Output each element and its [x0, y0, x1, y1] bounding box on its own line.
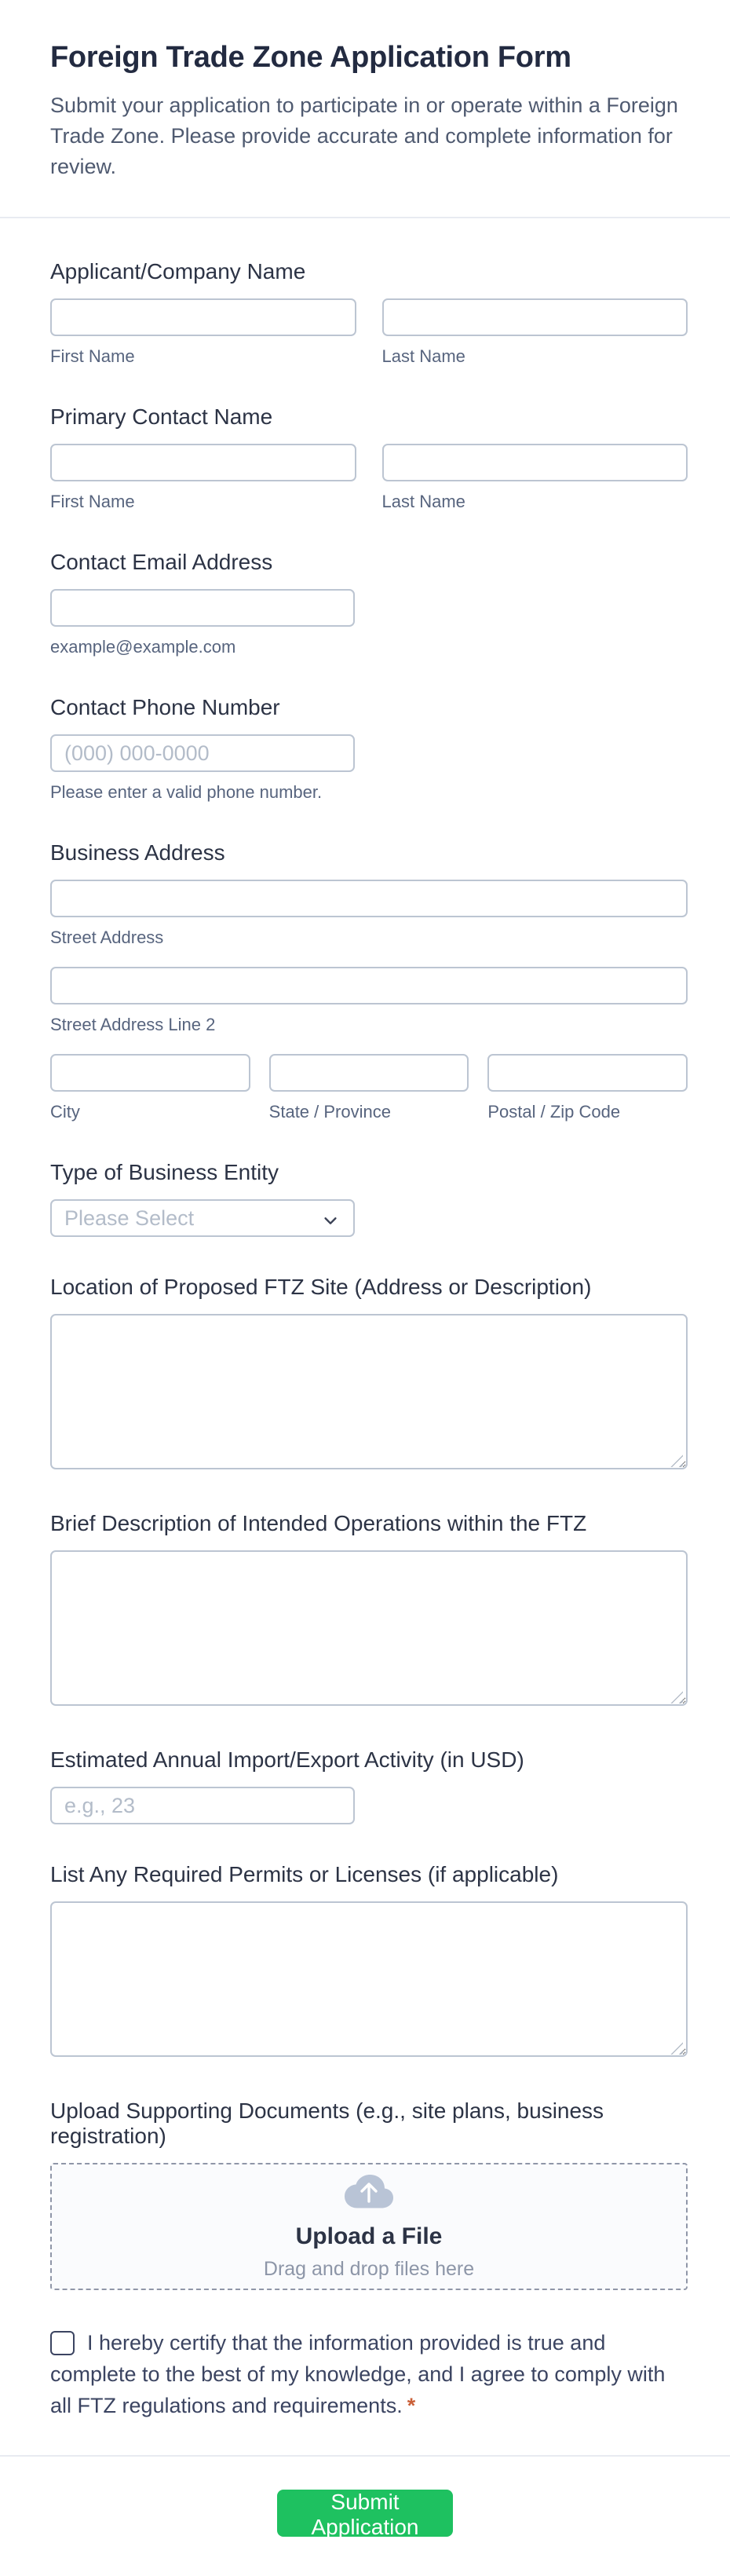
- field-contact-name: [50, 404, 688, 512]
- contact-first-name-sublabel: First Name: [50, 492, 135, 512]
- field-annual-activity: [50, 1747, 688, 1824]
- phone-label: Contact Phone Number: [50, 695, 280, 720]
- upload-label: Upload Supporting Documents (e.g., site plans, business registration): [50, 2098, 604, 2149]
- entity-type-select[interactable]: [50, 1199, 355, 1237]
- ftz-location-label: Location of Proposed FTZ Site (Address or Description): [50, 1275, 592, 1300]
- field-certify: [50, 2328, 688, 2422]
- file-upload-dropzone[interactable]: [50, 2163, 688, 2290]
- email-sublabel: example@example.com: [50, 637, 236, 657]
- field-phone: [50, 695, 688, 803]
- business-address-label: Business Address: [50, 840, 225, 865]
- city-input[interactable]: [50, 1054, 250, 1092]
- phone-input[interactable]: [50, 734, 355, 772]
- applicant-first-name-input[interactable]: [50, 298, 356, 336]
- applicant-first-name-sublabel: First Name: [50, 346, 135, 367]
- street-address2-sublabel: Street Address Line 2: [50, 1015, 216, 1035]
- field-upload: [50, 2098, 688, 2290]
- ftz-location-textarea[interactable]: [50, 1314, 688, 1469]
- operations-label: Brief Description of Intended Operations within the FTZ: [50, 1511, 587, 1536]
- field-entity-type: [50, 1160, 688, 1237]
- page-title: Foreign Trade Zone Application Form: [50, 41, 571, 74]
- upload-hint-text: Drag and drop files here: [263, 2257, 475, 2280]
- page-subtitle: Submit your application to participate in or operate within a Foreign Trade Zone. Please provide accurate and complete information for review.: [50, 93, 678, 179]
- contact-last-name-sublabel: Last Name: [381, 492, 465, 512]
- email-input[interactable]: [50, 589, 355, 627]
- operations-textarea[interactable]: [50, 1550, 688, 1706]
- applicant-name-label: Applicant/Company Name: [50, 259, 306, 284]
- form-header: [0, 0, 730, 218]
- applicant-last-name-sublabel: Last Name: [381, 346, 465, 367]
- certify-checkbox[interactable]: [50, 2331, 75, 2355]
- permits-label: List Any Required Permits or Licenses (if applicable): [50, 1862, 559, 1887]
- city-sublabel: City: [50, 1102, 80, 1122]
- field-email: [50, 550, 688, 657]
- email-label: Contact Email Address: [50, 550, 273, 575]
- entity-type-selected-value: Please Select: [64, 1206, 195, 1230]
- chevron-down-icon: [322, 1212, 339, 1229]
- street-address-sublabel: Street Address: [50, 928, 164, 948]
- annual-activity-input[interactable]: [50, 1787, 355, 1824]
- field-operations: [50, 1511, 688, 1710]
- field-ftz-location: [50, 1275, 688, 1473]
- submit-application-button[interactable]: Submit Application: [277, 2490, 453, 2537]
- submit-section: [0, 2455, 730, 2576]
- state-input[interactable]: [269, 1054, 469, 1092]
- annual-activity-label: Estimated Annual Import/Export Activity (in USD): [50, 1747, 524, 1773]
- street-address2-input[interactable]: [50, 967, 688, 1004]
- field-business-address: [50, 840, 688, 1122]
- street-address-input[interactable]: [50, 880, 688, 917]
- field-applicant-name: [50, 259, 688, 367]
- certify-text: I hereby certify that the information provided is true and complete to the best of my knowledge, and I agree to comply with all FTZ regulations and requirements.: [50, 2331, 666, 2418]
- contact-first-name-input[interactable]: [50, 444, 356, 481]
- required-asterisk: *: [407, 2394, 416, 2418]
- upload-button-text[interactable]: Upload a File: [295, 2223, 443, 2249]
- permits-textarea[interactable]: [50, 1901, 688, 2057]
- field-permits: [50, 1862, 688, 2061]
- entity-type-label: Type of Business Entity: [50, 1160, 279, 1185]
- applicant-last-name-input[interactable]: [382, 298, 688, 336]
- state-sublabel: State / Province: [268, 1102, 391, 1122]
- form-body: [0, 218, 730, 2422]
- phone-sublabel: Please enter a valid phone number.: [50, 782, 323, 803]
- contact-name-label: Primary Contact Name: [50, 404, 273, 430]
- zip-sublabel: Postal / Zip Code: [487, 1102, 621, 1122]
- upload-cloud-icon: [342, 2173, 396, 2211]
- zip-input[interactable]: [487, 1054, 688, 1092]
- contact-last-name-input[interactable]: [382, 444, 688, 481]
